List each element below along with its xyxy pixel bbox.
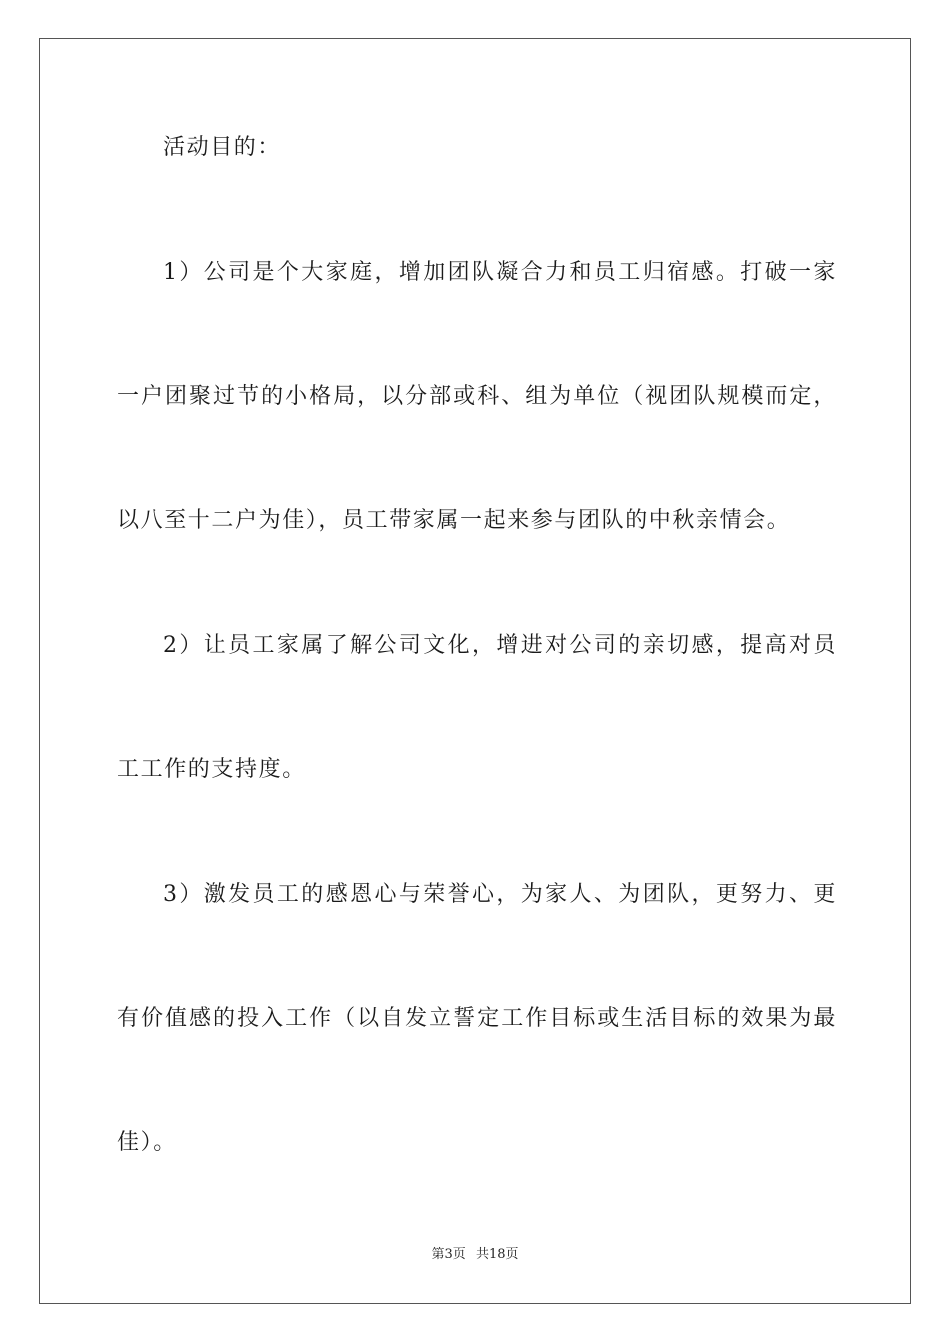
paragraph-3-line-3: 佳）。 xyxy=(117,1130,177,1155)
paragraph-1-line-1: 1）公司是个大家庭，增加团队凝合力和员工归宿感。打破一家 xyxy=(163,260,837,285)
page-border xyxy=(39,38,911,1304)
page-total: 共18页 xyxy=(475,1247,519,1262)
paragraph-3-line-2: 有价值感的投入工作（以自发立誓定工作目标或生活目标的效果为最 xyxy=(117,1006,837,1031)
page-footer xyxy=(0,1246,950,1264)
paragraph-3-line-1: 3）激发员工的感恩心与荣誉心，为家人、为团队，更努力、更 xyxy=(163,882,837,907)
paragraph-2-line-2: 工工作的支持度。 xyxy=(117,757,306,782)
paragraph-1-line-2: 一户团聚过节的小格局，以分部或科、组为单位（视团队规模而定， xyxy=(117,384,837,409)
paragraph-2-line-1: 2）让员工家属了解公司文化，增进对公司的亲切感，提高对员 xyxy=(163,633,837,658)
section-heading: 活动目的： xyxy=(163,135,282,160)
paragraph-1-line-3: 以八至十二户为佳），员工带家属一起来参与团队的中秋亲情会。 xyxy=(117,508,791,533)
page-number: 第3页 xyxy=(431,1247,466,1262)
